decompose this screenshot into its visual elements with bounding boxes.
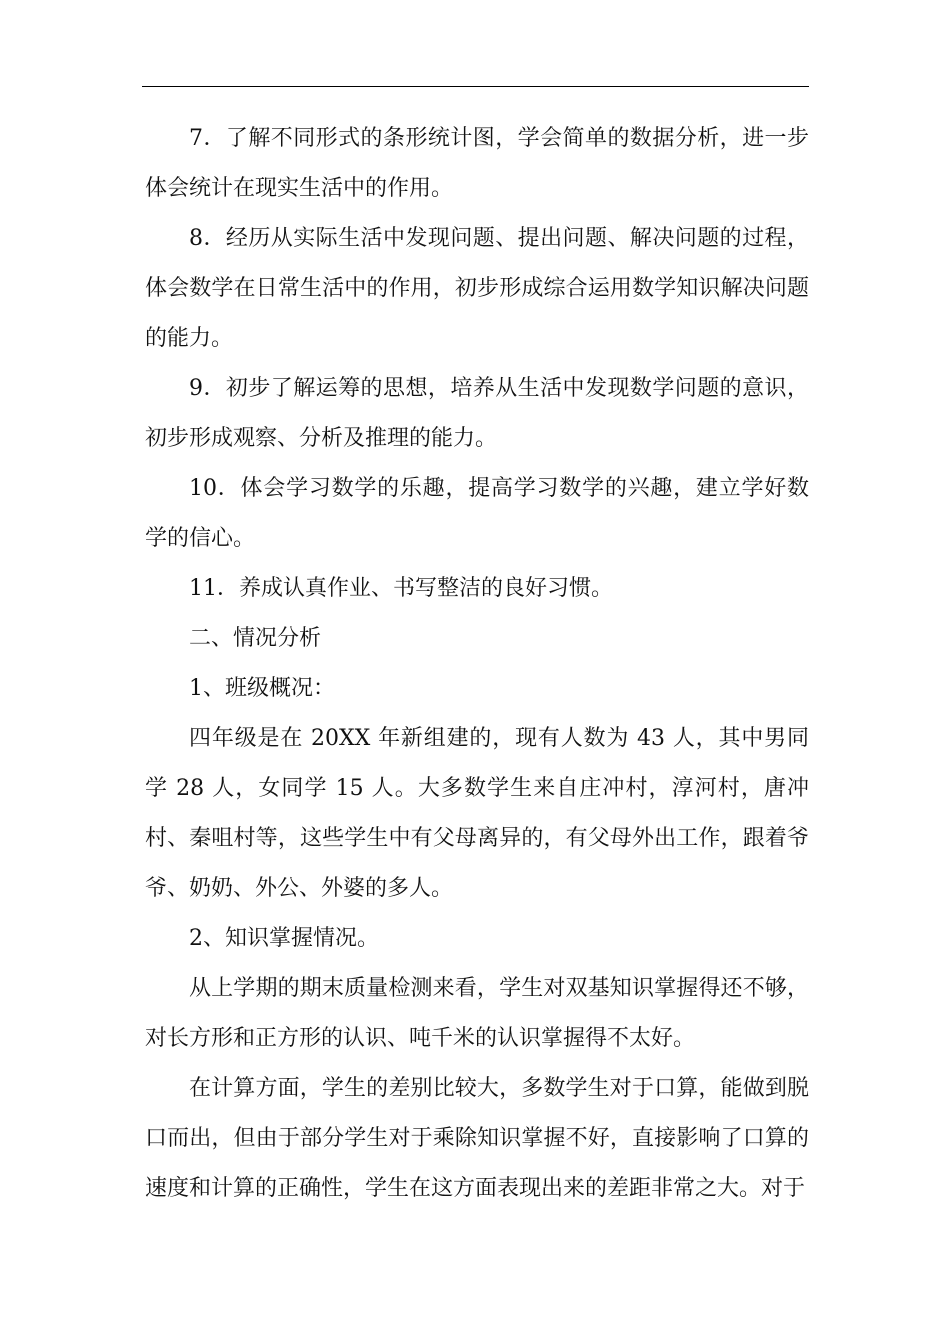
subheading-class-overview: 1、班级概况： [189,676,335,701]
paragraph-goal-9: 9．初步了解运筹的思想，培养从生活中发现数学问题的意识，初步形成观察、分析及推理的能力。 [145,376,809,451]
paragraph-class-overview: 四年级是在 20XX 年新组建的，现有人数为 43 人，其中男同学 28 人，女同学 15 人。大多数学生来自庄冲村，淳河村，唐冲村、秦咀村等，这些学生中有父母离异的，有父母外出工作，跟着爷爷、奶奶、外公、外婆的多人。 [145,726,809,901]
paragraph-goal-8: 8．经历从实际生活中发现问题、提出问题、解决问题的过程，体会数学在日常生活中的作用，初步形成综合运用数学知识解决问题的能力。 [145,226,809,351]
header-rule [142,86,809,87]
subheading-knowledge-mastery: 2、知识掌握情况。 [189,926,379,951]
paragraph-goal-11: 11．养成认真作业、书写整洁的良好习惯。 [189,576,613,601]
paragraph-knowledge-mastery: 从上学期的期末质量检测来看，学生对双基知识掌握得还不够，对长方形和正方形的认识、吨千米的认识掌握得不太好。 [145,976,809,1051]
paragraph-goal-10: 10．体会学习数学的乐趣，提高学习数学的兴趣，建立学好数学的信心。 [145,476,809,551]
paragraph-goal-7: 7．了解不同形式的条形统计图，学会简单的数据分析，进一步体会统计在现实生活中的作用。 [145,126,809,201]
section-heading-situation-analysis: 二、情况分析 [189,626,322,651]
document-body [145,114,809,1214]
paragraph-calculation: 在计算方面，学生的差别比较大，多数学生对于口算，能做到脱口而出，但由于部分学生对于乘除知识掌握不好，直接影响了口算的速度和计算的正确性，学生在这方面表现出来的差距非常之大。对于 [145,1076,809,1201]
